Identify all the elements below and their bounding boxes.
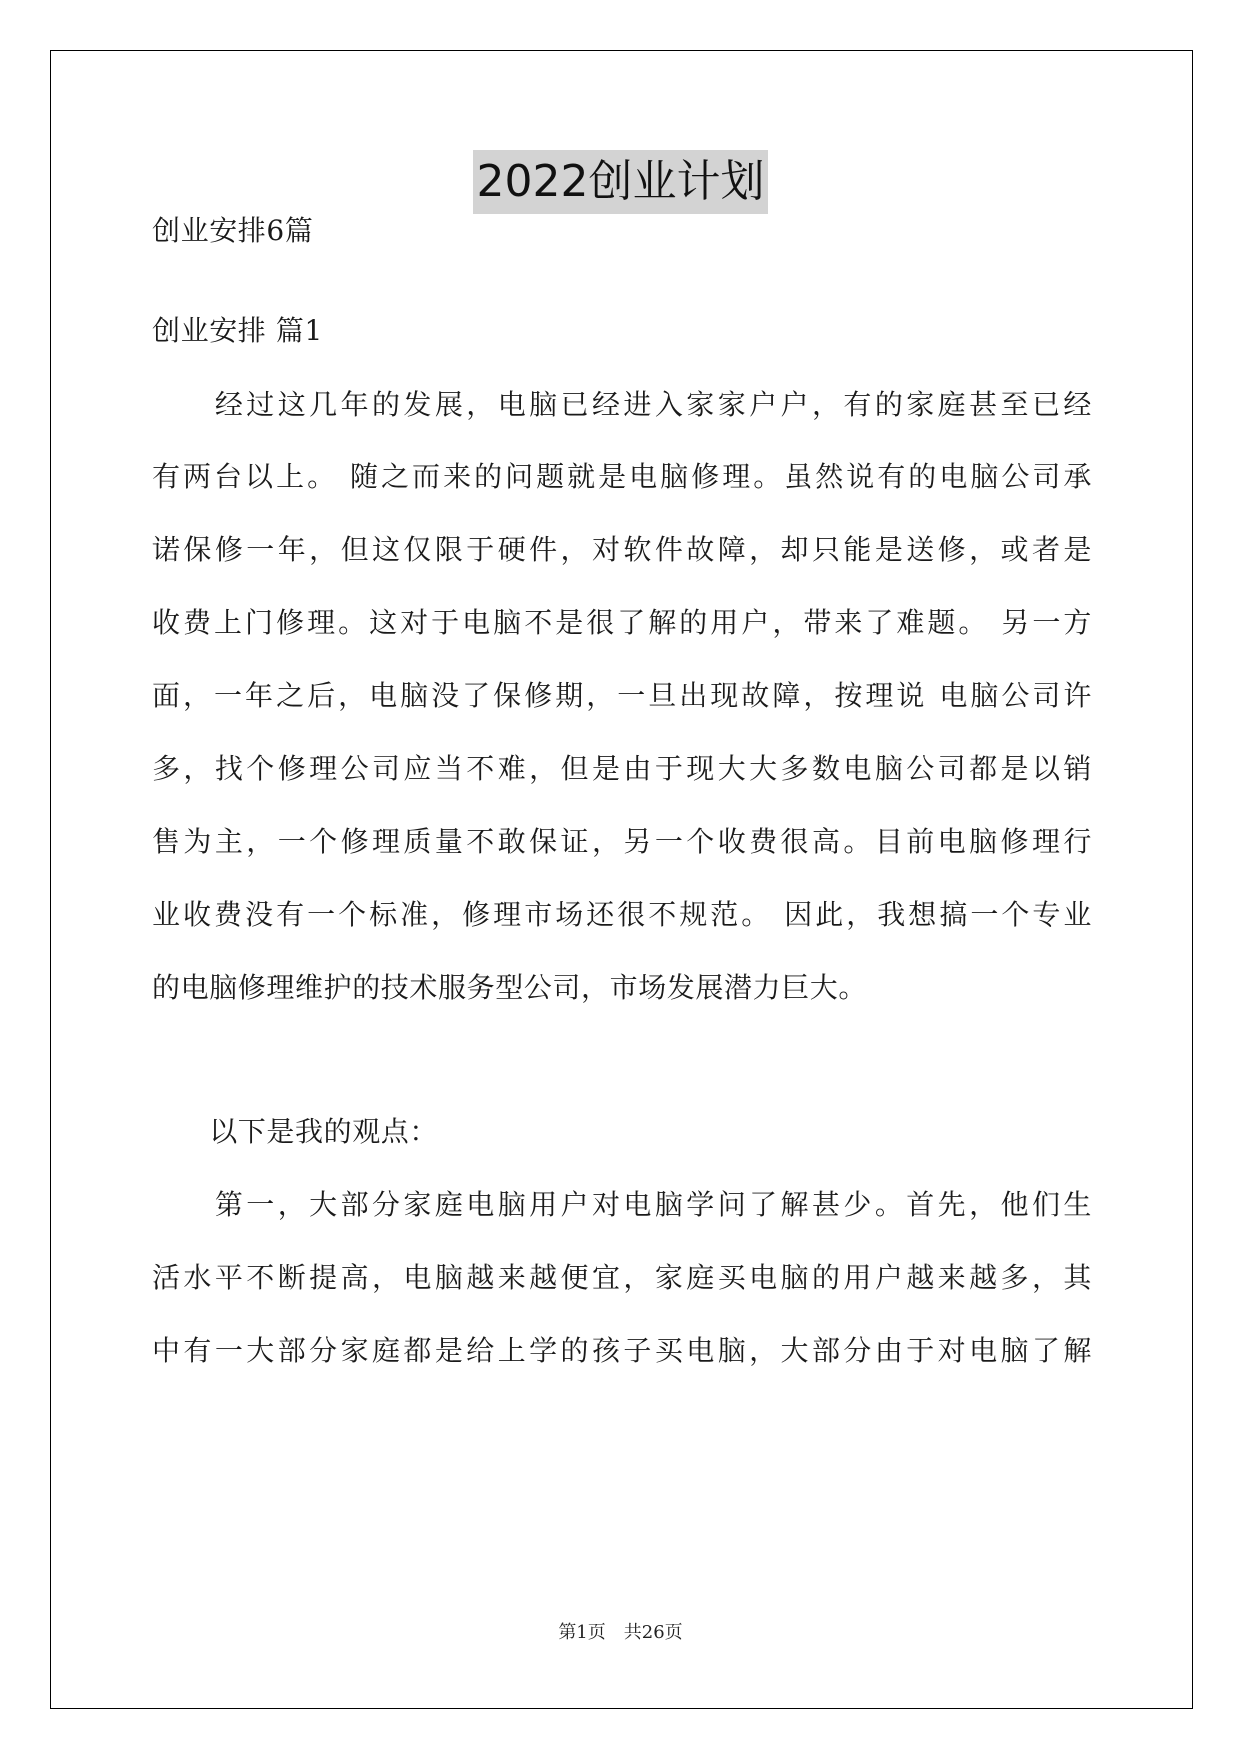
paragraph-line: 的电脑修理维护的技术服务型公司，市场发展潜力巨大。 <box>152 971 868 1004</box>
document-subtitle: 创业安排6篇 <box>152 214 314 247</box>
paragraph-line: 售为主，一个修理质量不敢保证，另一个收费很高。目前电脑修理行 <box>152 825 1092 858</box>
paragraph-line: 面，一年之后，电脑没了保修期，一旦出现故障，按理说 电脑公司许 <box>152 679 1092 712</box>
paragraph-line: 诺保修一年，但这仅限于硬件，对软件故障，却只能是送修，或者是 <box>152 533 1092 566</box>
paragraph-line: 中有一大部分家庭都是给上学的孩子买电脑，大部分由于对电脑了解 <box>152 1334 1092 1367</box>
document-title: 2022创业计划 <box>473 150 769 214</box>
paragraph-line: 活水平不断提高，电脑越来越便宜，家庭买电脑的用户越来越多，其 <box>152 1261 1092 1294</box>
paragraph-line: 第一，大部分家庭电脑用户对电脑学问了解甚少。首先，他们生 <box>152 1188 1092 1221</box>
paragraph-line: 收费上门修理。这对于电脑不是很了解的用户，带来了难题。 另一方 <box>152 606 1092 639</box>
page-border <box>50 50 1193 1709</box>
section-heading: 创业安排 篇1 <box>152 314 323 347</box>
title-container <box>0 150 1241 214</box>
paragraph-line: 多，找个修理公司应当不难，但是由于现大大多数电脑公司都是以销 <box>152 752 1092 785</box>
paragraph-line: 以下是我的观点： <box>152 1115 439 1148</box>
page-number-footer: 第1页 共26页 <box>558 1622 683 1643</box>
paragraph-line: 有两台以上。 随之而来的问题就是电脑修理。虽然说有的电脑公司承 <box>152 460 1092 493</box>
paragraph-line: 业收费没有一个标准，修理市场还很不规范。 因此，我想搞一个专业 <box>152 898 1092 931</box>
paragraph-line: 经过这几年的发展，电脑已经进入家家户户，有的家庭甚至已经 <box>152 388 1092 421</box>
